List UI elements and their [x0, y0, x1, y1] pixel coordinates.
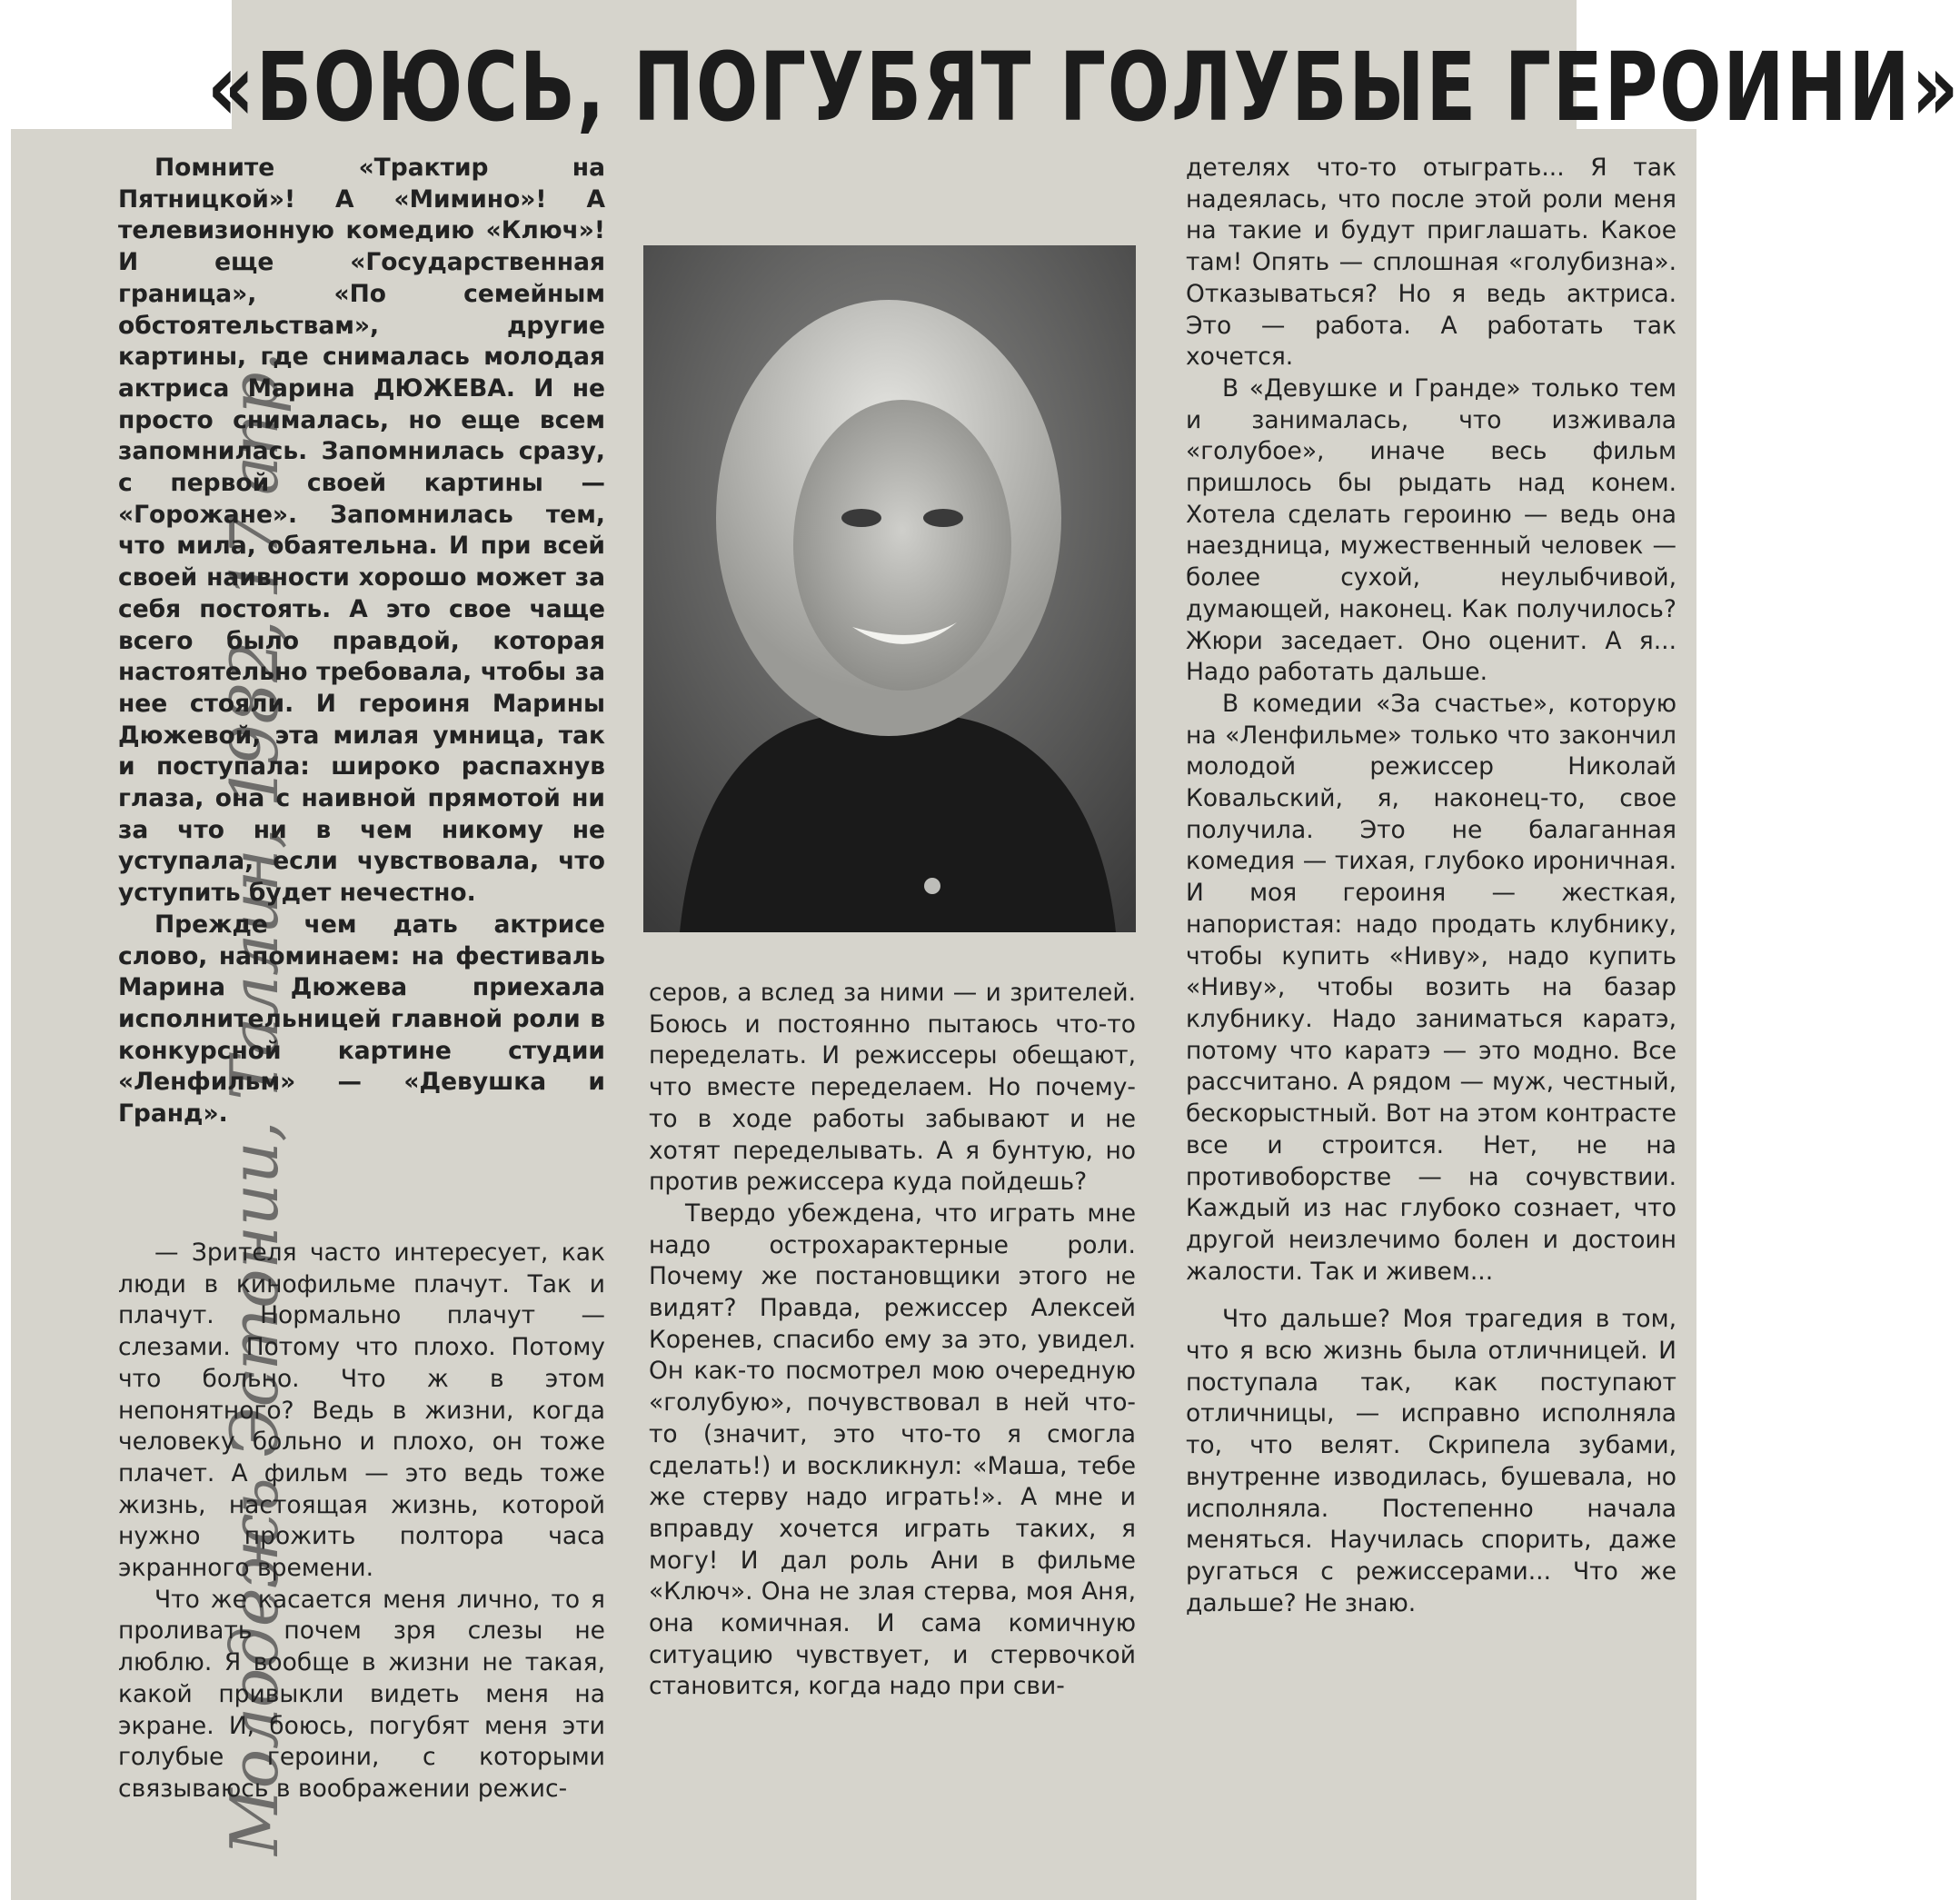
text-column-2	[649, 978, 1136, 1703]
paragraph: В «Девушке и Гранде» только тем и занималась, что изживала «голубое», иначе весь фильм пришлось бы рыдать над конем. Хотела сделать героиню — ведь она наездница, мужественный человек — более сухой, неулыбчивой, думающей, наконец. Как получилось? Жюри заседает. Оно оценит. А я... Надо работать дальше.	[1186, 373, 1676, 687]
handwritten-note: Молодежь Эстонии, Таллин, 1982, 17 апр.	[216, 351, 293, 1855]
intro-paragraph: Помните «Трактир на Пятницкой»! А «Мимино»! А телевизионную комедию «Ключ»! И еще «Государственная граница», «По семейным обстоятельствам», другие картины, где снималась молодая актриса Марина ДЮЖЕВА. И не просто снималась, но еще всем запомнилась. Запомнилась сразу, с первой своей картины — «Горожане». Запомнилась тем, что мила, обаятельна. И при всей своей наивности хорошо может за себя постоять. А это свое чаще всего было правдой, которая настоятельно требовала, чтобы за нее стояли. И героиня Марины Дюжевой, эта милая умница, так и поступала: широко распахнув глаза, она с наивной прямотой ни за что ни в чем никому не уступала, если чувствовала, что уступить будет нечестно.	[118, 154, 605, 908]
paragraph: В комедии «За счастье», которую на «Ленфильме» только что закончил молодой режиссер Николай Ковальский, я, наконец-то, свое получила. Это не балаганная комедия — тихая, глубоко ироничная. И моя героиня — жесткая, напористая: надо продать клубнику, чтобы купить «Ниву», надо купить «Ниву», чтобы возить на базар клубнику. Надо заниматься каратэ, потому что каратэ — это модно. Все рассчитано. А рядом — муж, честный, бескорыстный. Вот на этом контрасте все и строится. Нет, не на противоборстве — на сочувствии. Каждый из нас глубоко сознает, что другой неизлечимо болен и достоин жалости. Так и живем...	[1186, 689, 1676, 1286]
paragraph: Что же касается меня лично, то я проливать почем зря слезы не люблю. Я вообще в жизни не такая, какой привыкли видеть меня на экране. И, боюсь, погубят меня эти голубые героини, с которыми связываюсь в воображении режис-	[118, 1585, 605, 1803]
headline: «БОЮСЬ, ПОГУБЯТ ГОЛУБЫЕ ГЕРОИНИ»	[207, 32, 1960, 143]
intro-paragraph: Прежде чем дать актрисе слово, напоминаем: на фестиваль Марина Дюжева приехала исполнительницей главной роли в конкурсной картине студии «Ленфильм» — «Девушка и Гранд».	[118, 910, 605, 1129]
portrait-photo	[643, 245, 1136, 932]
portrait-image	[643, 245, 1136, 932]
paragraph: — Зрителя часто интересует, как люди в кинофильме плачут. Так и плачут. Нормально плачут — слезами. Потому что плохо. Потому что больно. Что ж в этом непонятного? Ведь в жизни, когда человеку больно и плохо, он тоже плачет. А фильм — это ведь тоже жизнь, настоящая жизнь, которой нужно прожить полтора часа экранного времени.	[118, 1238, 605, 1583]
paragraph: Твердо убеждена, что играть мне надо острохарактерные роли. Почему же постановщики этого не видят? Правда, режиссер Алексей Коренев, спасибо ему за это, увидел. Он как-то посмотрел мою очередную «голубую», почувствовал в ней что-то (значит, это что-то я смогла сделать!) и воскликнул: «Маша, тебе же стерву надо играть!». А мне и вправду хочется играть таких, я могу! И дал роль Ани в фильме «Ключ». Она не злая стерва, моя Аня, она комичная. И сама комичную ситуацию чувствует, и стервочкой становится, когда надо при сви-	[649, 1199, 1136, 1701]
intro-column	[118, 153, 605, 1130]
paragraph: серов, а вслед за ними — и зрителей. Боюсь и постоянно пытаюсь что-то переделать. И режиссеры обещают, что вместе переделаем. Но почему-то в ходе работы забывают и не хотят переделывать. А я бунтую, но против режиссера куда пойдешь?	[649, 979, 1136, 1197]
text-column-3	[1186, 153, 1676, 1619]
paragraph: детелях что-то отыграть... Я так надеялась, что после этой роли меня на такие и будут приглашать. Какое там! Опять — сплошная «голубизна». Отказываться? Но я ведь актриса. Это — работа. А работать так хочется.	[1186, 154, 1676, 372]
text-column-1	[118, 1238, 605, 1805]
paragraph: Что дальше? Моя трагедия в том, что я всю жизнь была отличницей. И поступала так, как поступают отличницы, — исправно исполняла то, что велят. Скрипела зубами, внутренне изводилась, бушевала, но исполняла. Постепенно начала меняться. Научилась спорить, даже ругаться с режиссерами... Что же дальше? Не знаю.	[1186, 1305, 1676, 1617]
